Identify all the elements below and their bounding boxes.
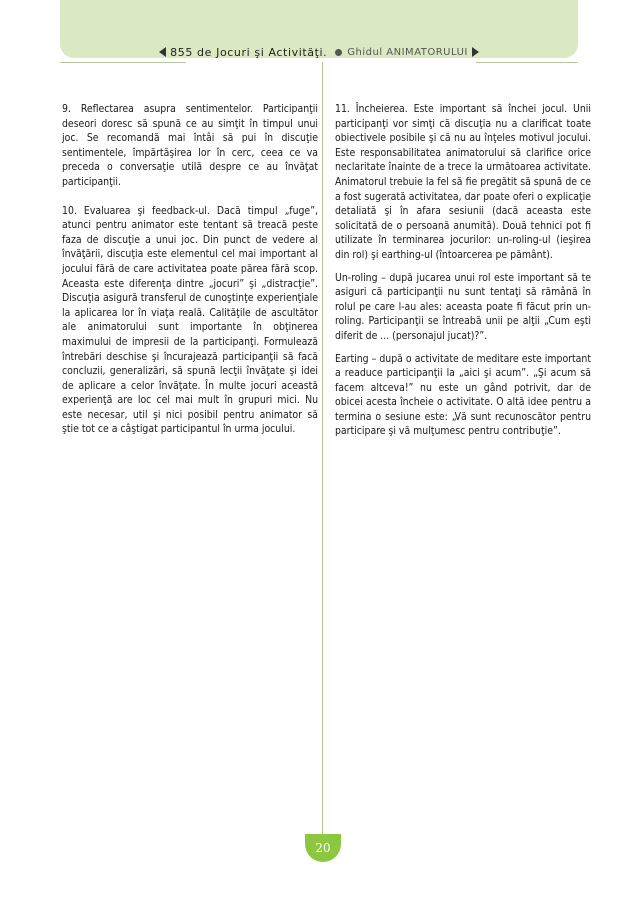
- paragraph-un-roling: Un-roling – după jucarea unui rol este important să te asiguri că participanţii nu sunt tentaţi să rămână în rolul pe care l-au ales: aceasta poate fi făcut prin un-roling. Participanţii se întreabă unii pe alţii „Cum eşti diferit de ... (personajul jucat)?”.: [335, 271, 591, 342]
- triangle-left-icon: [159, 47, 166, 57]
- paragraph-evaluation: 10. Evaluarea şi feedback-ul. Dacă timpul „fuge”, atunci pentru animator este tentant să treacă peste faza de discuţie a unui joc. Din punct de vedere al învăţării, discuţia este elementul cel mai important al jocului fără de care activitatea poate părea fără scop. Aceasta este diferenţa dintre „jocuri” şi „distracţie”. Discuţia asigură transferul de cunoştinţe experienţiale la aplicarea lor în viaţa reală. Calităţile de ascultător ale animatorului sunt importante în obţinerea maximului de impresii de la participanţi. Formulează întrebări deschise şi încurajează participanţii să facă concluzii, generalizări, să spună lecţii învăţate şi idei de aplicare a celor învăţate. În multe jocuri această experienţă are loc cel mai mult în grupuri mici. Nu este necesar, util şi nici posibil pentru animator să ştie tot ce a câştigat participantul în urma jocului.: [62, 204, 318, 436]
- left-column: [62, 102, 318, 451]
- column-divider: [322, 62, 323, 847]
- book-subtitle: Ghidul ANIMATORULUI: [347, 46, 468, 58]
- book-title: 855 de Jocuri şi Activităţi.: [170, 45, 328, 59]
- running-header: [0, 44, 638, 60]
- paragraph-closing: 11. Încheierea. Este important să închei jocul. Unii participanţi vor simţi că discuţia nu a clarificat toate obiectivele posibile şi că nu au înţeles motivul jocului. Este responsabilitatea animatorului să clarifice orice neclaritate înainte de a trece la următoarea activitate. Animatorul trebuie la fel să fie pregătit să spună de ce a fost sugerată activitatea, dar poate oferi o explicaţie detaliată şi în afara sesiunii (dacă aceasta este solicitată de o persoană anumită). Două tehnici pot fi utilizate în terminarea jocurilor: un-roling-ul (ieşirea din rol) şi earthing-ul (întoarcerea pe pământ).: [335, 103, 591, 261]
- right-column: [335, 102, 591, 447]
- header-rule-left: [60, 62, 186, 63]
- page-number: 20: [305, 834, 341, 862]
- bullet-dot-icon: [335, 49, 342, 56]
- triangle-right-icon: [472, 47, 479, 57]
- paragraph-reflection: 9. Reflectarea asupra sentimentelor. Participanţii deseori doresc să spună ce au simţit în timpul unui joc. Se recomandă mai întâi să pui în discuţie sentimentele, împărtăşirea lor în cerc, ceea ce va preceda o conversaţie utilă despre ce au învăţat participanţii.: [62, 103, 318, 188]
- header-rule-right: [476, 62, 578, 63]
- paragraph-earthing: Earting – după o activitate de meditare este important a readuce participanţii la „aici şi acum”. „Şi acum să facem altceva!” nu este un gând potrivit, dar de obicei acesta încheie o activitate. O altă idee pentru a termina o sesiune este: „Vă sunt recunoscător pentru participare şi vă mulţumesc pentru contribuţie”.: [335, 352, 591, 438]
